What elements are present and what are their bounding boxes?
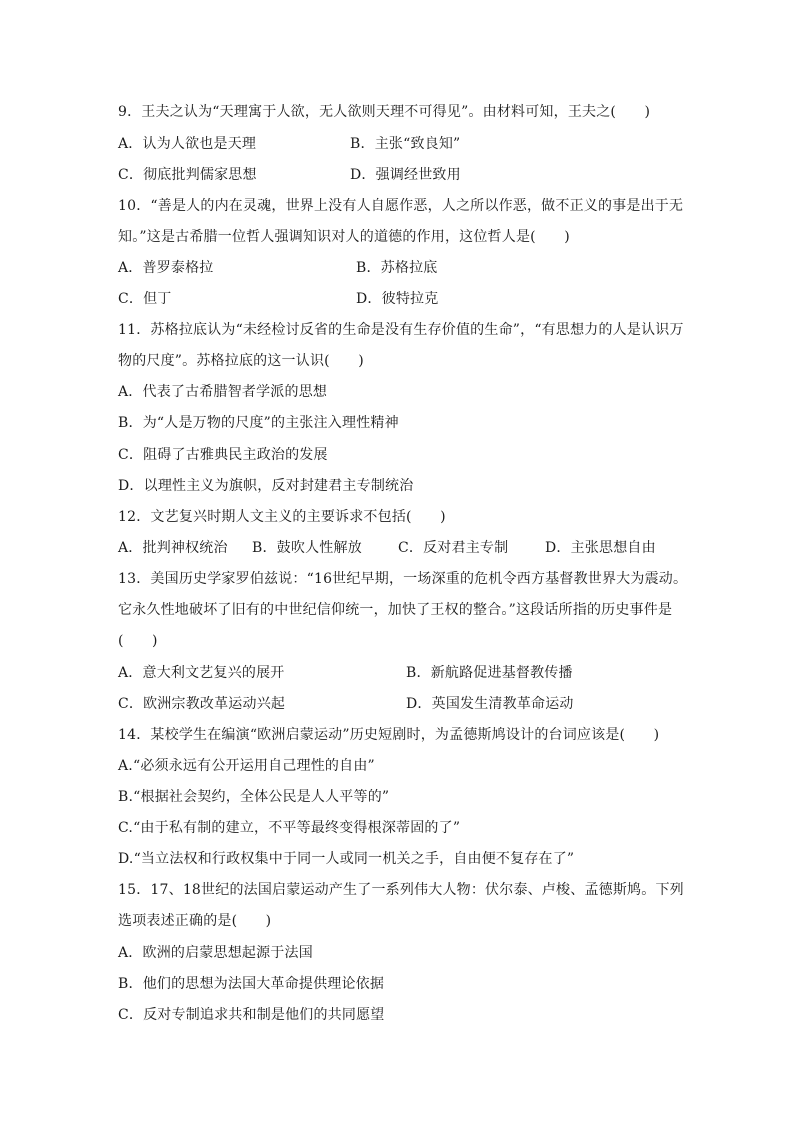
question-9-option-c: C．彻底批判儒家思想 bbox=[118, 167, 257, 183]
question-12-option-d: D．主张思想自由 bbox=[545, 540, 656, 556]
question-14-option-a: A.“必须永远有公开运用自己理性的自由” bbox=[118, 758, 375, 774]
question-12-option-c: C．反对君主专制 bbox=[398, 540, 509, 556]
question-9-option-a: A．认为人欲也是天理 bbox=[118, 136, 257, 152]
question-13-stem-line-1: 13．美国历史学家罗伯兹说：“16世纪早期，一场深重的危机令西方基督教世界大为震动。 bbox=[118, 571, 688, 587]
question-12-option-b: B．鼓吹人性解放 bbox=[252, 540, 362, 556]
question-12-stem: 12．文艺复兴时期人文主义的主要诉求不包括( ) bbox=[118, 509, 446, 525]
question-11-option-c: C．阻碍了古雅典民主政治的发展 bbox=[118, 447, 328, 463]
question-15-option-a: A．欧洲的启蒙思想起源于法国 bbox=[118, 945, 313, 961]
question-10-stem-line-2: 知。”这是古希腊一位哲人强调知识对人的道德的作用，这位哲人是( ) bbox=[118, 229, 570, 245]
question-15-stem-line-1: 15．17、18世纪的法国启蒙运动产生了一系列伟大人物：伏尔泰、卢梭、孟德斯鸠。下列 bbox=[118, 882, 684, 898]
question-9-option-d: D．强调经世致用 bbox=[350, 167, 461, 183]
question-13-stem-line-3: ( ) bbox=[118, 633, 158, 649]
question-14-option-b: B.“根据社会契约，全体公民是人人平等的” bbox=[118, 789, 390, 805]
question-13-option-c: C．欧洲宗教改革运动兴起 bbox=[118, 696, 286, 712]
question-9-option-b: B．主张“致良知” bbox=[350, 136, 461, 152]
question-15-stem-line-2: 选项表述正确的是( ) bbox=[118, 913, 272, 929]
question-10-option-d: D．彼特拉克 bbox=[356, 291, 439, 307]
question-13-option-a: A．意大利文艺复兴的展开 bbox=[118, 665, 285, 681]
question-10-option-a: A．普罗泰格拉 bbox=[118, 260, 214, 276]
question-10-option-c: C．但丁 bbox=[118, 291, 172, 307]
question-14-option-c: C.“由于私有制的建立，不平等最终变得根深蒂固的了” bbox=[118, 820, 461, 836]
question-15-option-c: C．反对专制追求共和制是他们的共同愿望 bbox=[118, 1007, 385, 1023]
question-11-stem-line-2: 物的尺度”。苏格拉底的这一认识( ) bbox=[118, 353, 364, 369]
question-11-option-b: B．为“人是万物的尺度”的主张注入理性精神 bbox=[118, 415, 399, 431]
question-14-option-d: D.“当立法权和行政权集中于同一人或同一机关之手，自由便不复存在了” bbox=[118, 851, 575, 867]
question-11-option-a: A．代表了古希腊智者学派的思想 bbox=[118, 384, 328, 400]
question-15-option-b: B．他们的思想为法国大革命提供理论依据 bbox=[118, 976, 385, 992]
question-9-stem: 9．王夫之认为“天理寓于人欲，无人欲则天理不可得见”。由材料可知，王夫之( ) bbox=[118, 104, 651, 120]
question-13-option-b: B．新航路促进基督教传播 bbox=[406, 665, 573, 681]
question-14-stem: 14．某校学生在编演“欧洲启蒙运动”历史短剧时，为孟德斯鸠设计的台词应该是( ) bbox=[118, 727, 660, 743]
question-11-stem-line-1: 11．苏格拉底认为“未经检讨反省的生命是没有生存价值的生命”，“有思想力的人是认识万 bbox=[118, 322, 684, 338]
question-13-stem-line-2: 它永久性地破坏了旧有的中世纪信仰统一，加快了王权的整合。”这段话所指的历史事件是 bbox=[118, 602, 673, 618]
question-12-option-a: A．批判神权统治 bbox=[118, 540, 228, 556]
question-13-option-d: D．英国发生清教革命运动 bbox=[406, 696, 574, 712]
question-10-option-b: B．苏格拉底 bbox=[356, 260, 438, 276]
question-11-option-d: D．以理性主义为旗帜，反对封建君主专制统治 bbox=[118, 478, 414, 494]
question-10-stem-line-1: 10．“善是人的内在灵魂，世界上没有人自愿作恶，人之所以作恶，做不正义的事是出于无 bbox=[118, 198, 684, 214]
